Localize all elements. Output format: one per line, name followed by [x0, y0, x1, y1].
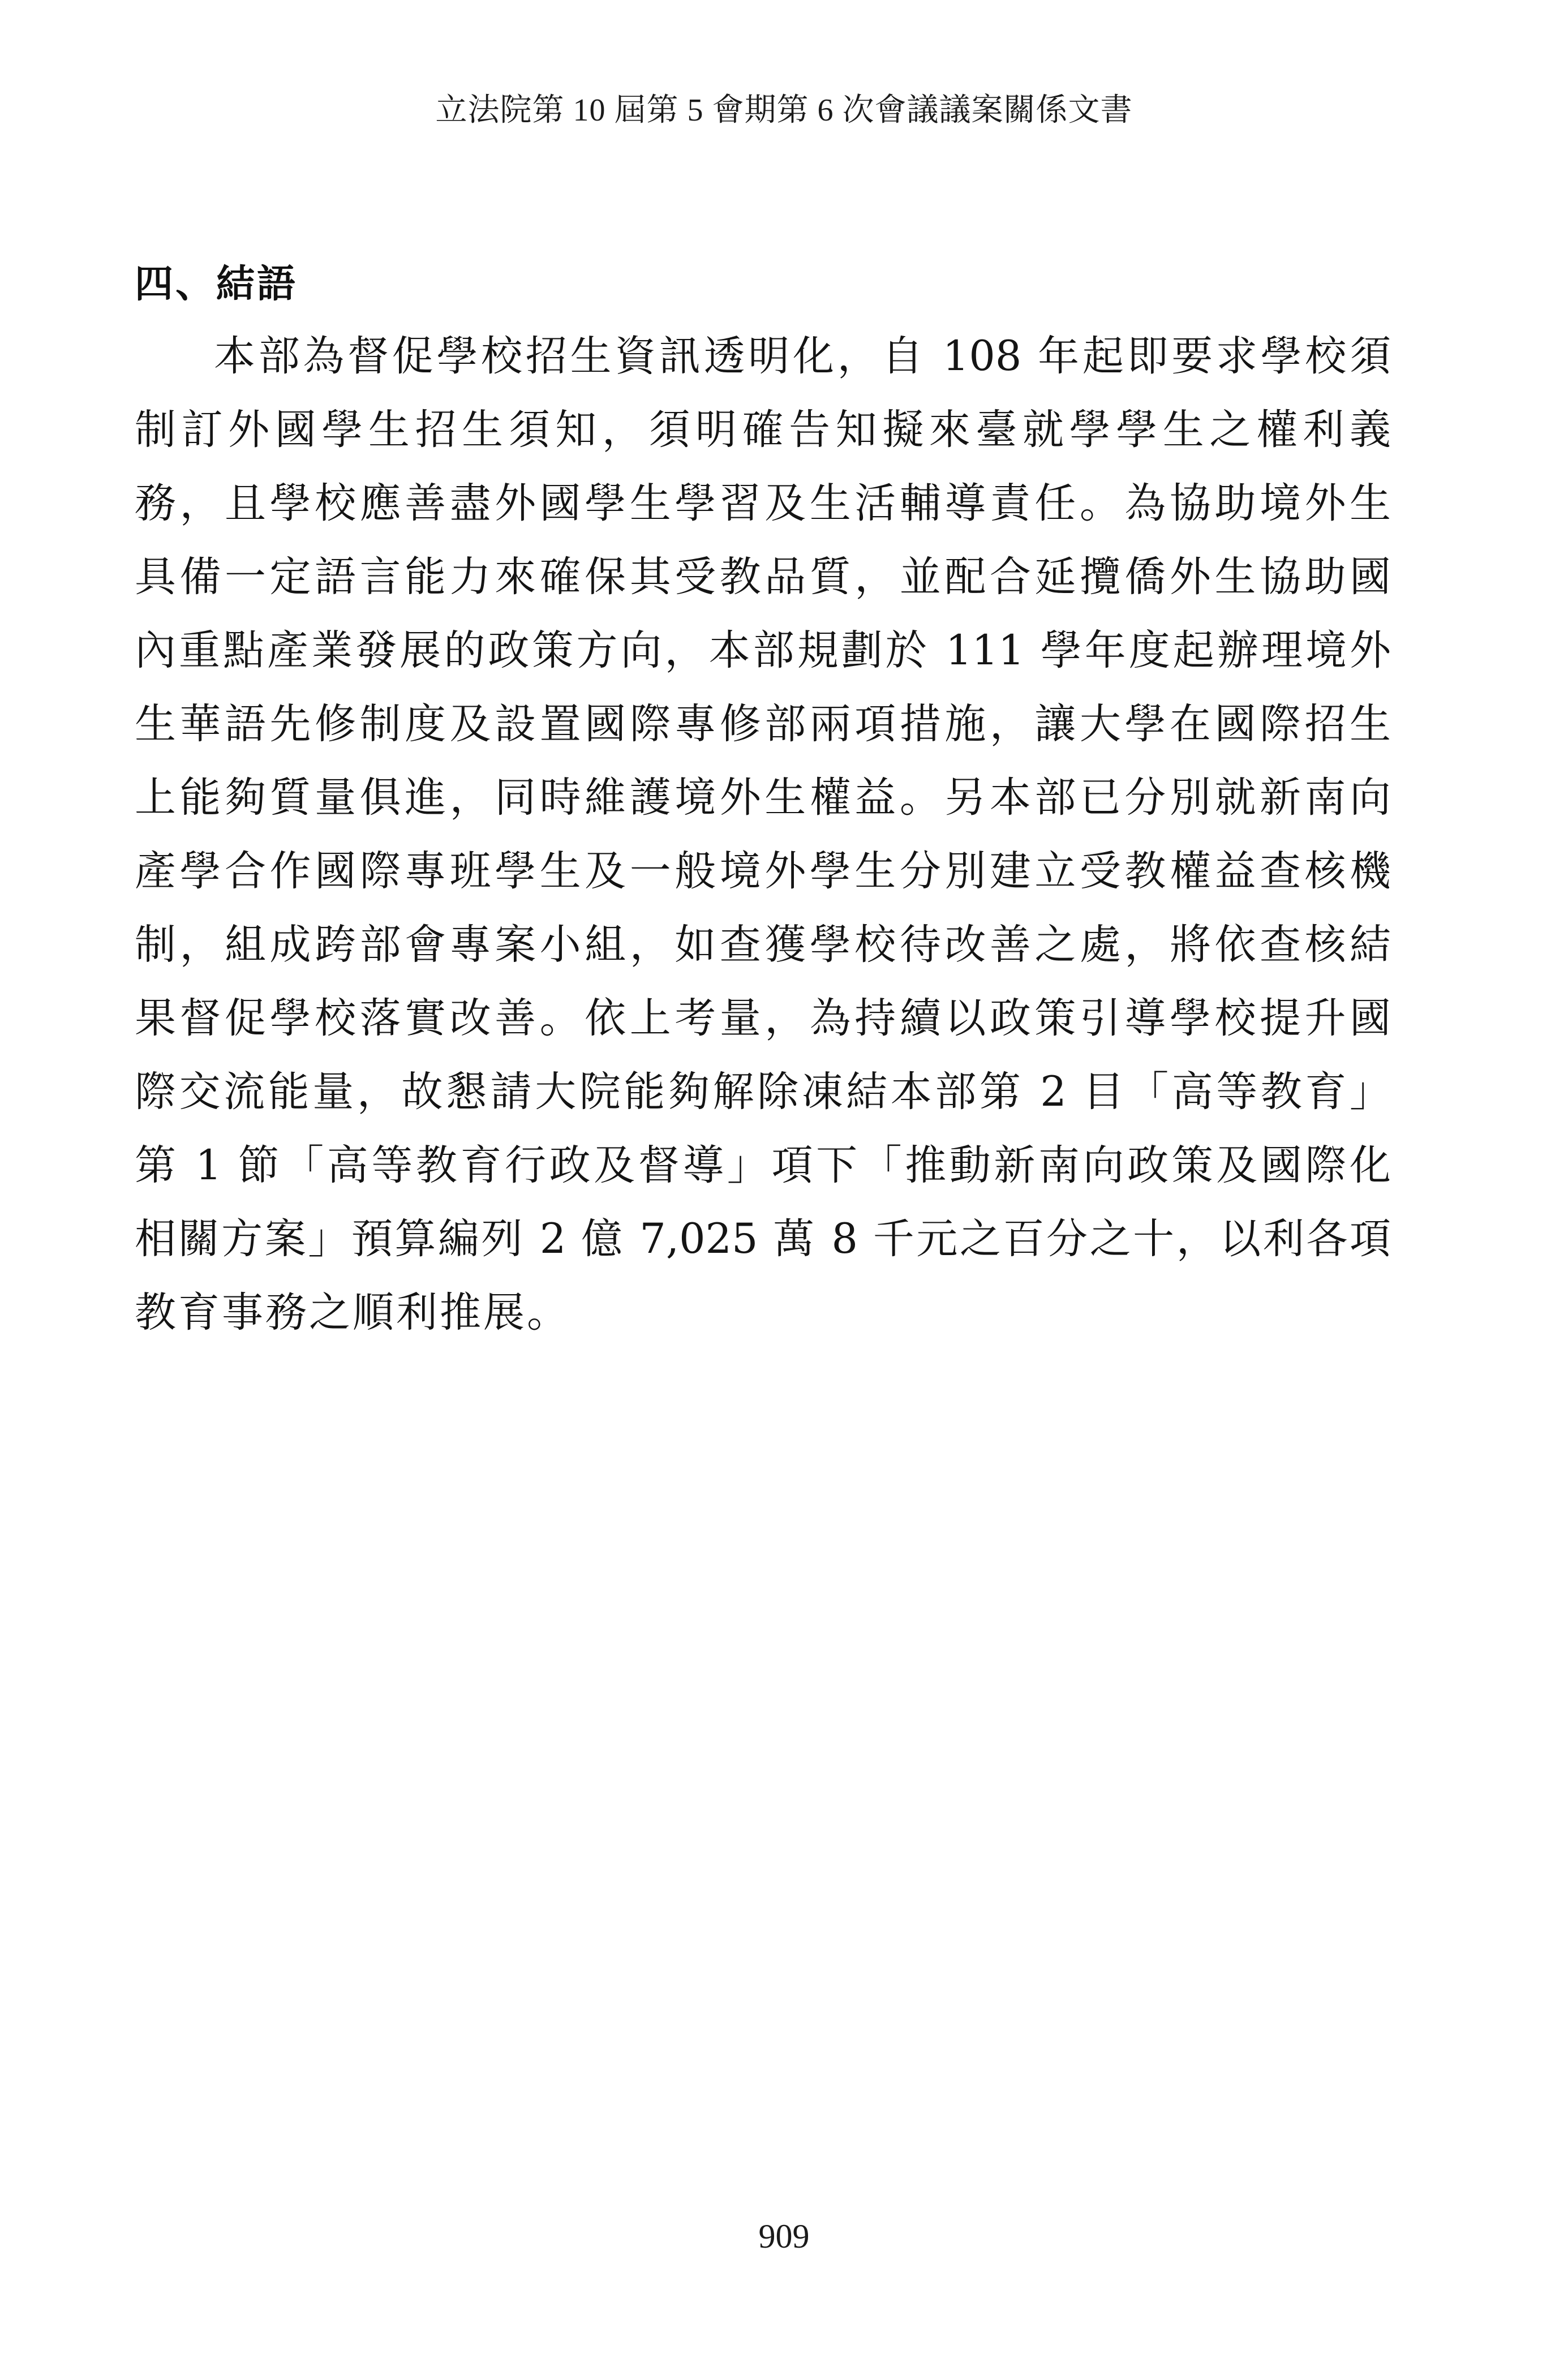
paragraph-line: 相關方案」預算編列 2 億 7,025 萬 8 千元之百分之十，以利各項: [135, 1215, 1391, 1263]
paragraph-line: 制訂外國學生招生須知，須明確告知擬來臺就學學生之權利義: [135, 406, 1391, 454]
section-heading: 四、結語: [135, 262, 298, 307]
paragraph-line: 際交流能量，故懇請大院能夠解除凍結本部第 2 目「高等教育」: [135, 1068, 1391, 1116]
paragraph-line: 教育事務之順利推展。: [135, 1288, 570, 1337]
paragraph-line: 內重點產業發展的政策方向，本部規劃於 111 學年度起辦理境外: [135, 626, 1391, 675]
paragraph-line: 果督促學校落實改善。依上考量，為持續以政策引導學校提升國: [135, 994, 1391, 1042]
paragraph-line: 本部為督促學校招生資訊透明化，自 108 年起即要求學校須: [214, 332, 1391, 380]
paragraph-line: 具備一定語言能力來確保其受教品質，並配合延攬僑外生協助國: [135, 553, 1391, 601]
paragraph-line: 生華語先修制度及設置國際專修部兩項措施，讓大學在國際招生: [135, 700, 1391, 748]
paragraph-line: 產學合作國際專班學生及一般境外學生分別建立受教權益查核機: [135, 847, 1391, 895]
page-number: 909: [758, 2218, 810, 2255]
running-header: 立法院第 10 屆第 5 會期第 6 次會議議案關係文書: [435, 93, 1133, 128]
paragraph-line: 上能夠質量俱進，同時維護境外生權益。另本部已分別就新南向: [135, 774, 1391, 822]
paragraph-line: 務，且學校應善盡外國學生學習及生活輔導責任。為協助境外生: [135, 479, 1391, 527]
paragraph-line: 制，組成跨部會專案小組，如查獲學校待改善之處，將依查核結: [135, 921, 1391, 969]
paragraph-line: 第 1 節「高等教育行政及督導」項下「推動新南向政策及國際化: [135, 1141, 1391, 1189]
